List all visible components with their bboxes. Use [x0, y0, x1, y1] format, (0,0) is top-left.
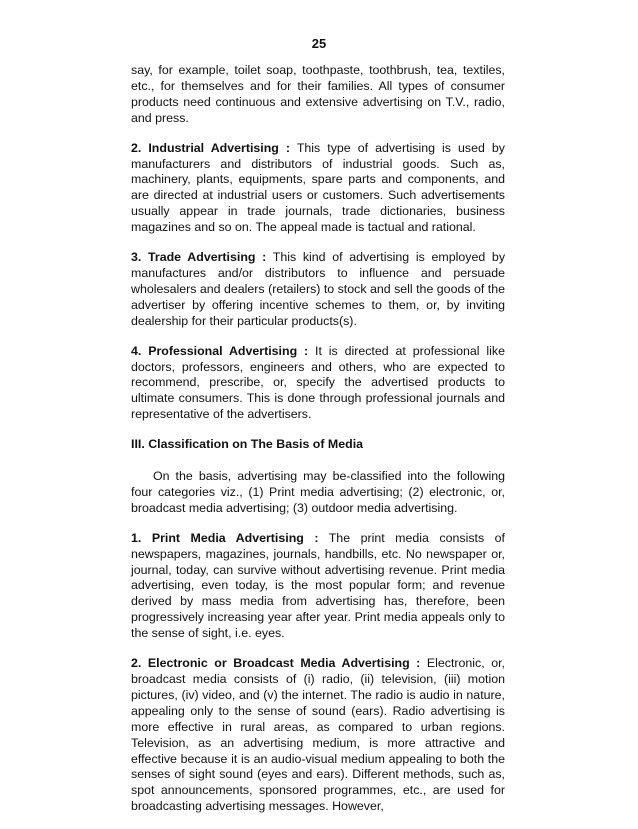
section-title: III. Classification on The Basis of Media [131, 437, 364, 452]
media-intro-paragraph: On the basis, advertising may be-classified into the following four categories viz., (1) Print media advertising; (2) electronic, or, broadcast media advertising; (3) outdoor media advertising. [131, 469, 505, 515]
page-content [131, 63, 505, 829]
page-number: 25 [311, 36, 327, 51]
electronic-media-paragraph [131, 656, 505, 815]
print-media-body: The print media consists of newspapers, magazines, journals, handbills, etc. No newspaper or, journal, today, can survive without advertising revenue. Print media advertising, even today, is the most popular form; and revenue derived by mass media from advertising has, therefore, been progressively increasing year after year. Print media appeals only to the sense of sight, i.e. eyes. [131, 530, 505, 641]
industrial-advertising-heading: 2. Industrial Advertising : [131, 140, 291, 155]
print-media-heading: 1. Print Media Advertising : [131, 530, 319, 545]
print-media-paragraph [131, 531, 505, 642]
electronic-media-heading: 2. Electronic or Broadcast Media Advertising : [131, 656, 421, 671]
electronic-media-body: Electronic, or, broadcast media consists of (i) radio, (ii) television, (iii) motion pictures, (iv) video, and (v) the internet. The radio is audio in nature, appealing only to the sense of sound (ears). Radio advertising is more effective in rural areas, as compared to urban regions. Television, as an advertising medium, is more attractive and effective because it is an audio-visual medium appealing to both the senses of sight sound (eyes and ears). Different methods, such as, spot announcements, sponsored programmes, etc., are used for broadcasting advertising messages. However, [131, 656, 505, 814]
professional-advertising-heading: 4. Professional Advertising : [131, 343, 309, 358]
trade-advertising-paragraph [131, 250, 505, 330]
industrial-advertising-body: This type of advertising is used by manufacturers and distributors of industrial goods. Such as, machinery, plants, equipments, spare parts and components, and are directed at industrial users or customers. Such advertisements usually appear in trade journals, trade dictionaries, business magazines and so on. The appeal made is tactual and rational. [131, 140, 505, 235]
professional-advertising-paragraph [131, 344, 505, 424]
trade-advertising-body: This kind of advertising is employed by manufactures and/or distributors to influence and persuade wholesalers and dealers (retailers) to stock and sell the goods of the advertiser by offering incentive schemes to them, or, by inviting dealership for their particular products(s). [131, 250, 506, 328]
professional-advertising-body: It is directed at professional like doctors, professors, engineers and others, who are expected to recommend, prescribe, or, specify the advertised products to ultimate consumers. This is done through professional journals and representative of the advertisers. [131, 343, 505, 422]
intro-paragraph: say, for example, toilet soap, toothpaste, toothbrush, tea, textiles, etc., for themselves and for their families. All types of consumer products need continuous and extensive advertising on T.V., radio, and press. [131, 63, 505, 125]
trade-advertising-heading: 3. Trade Advertising : [131, 250, 267, 265]
industrial-advertising-paragraph [131, 141, 505, 236]
